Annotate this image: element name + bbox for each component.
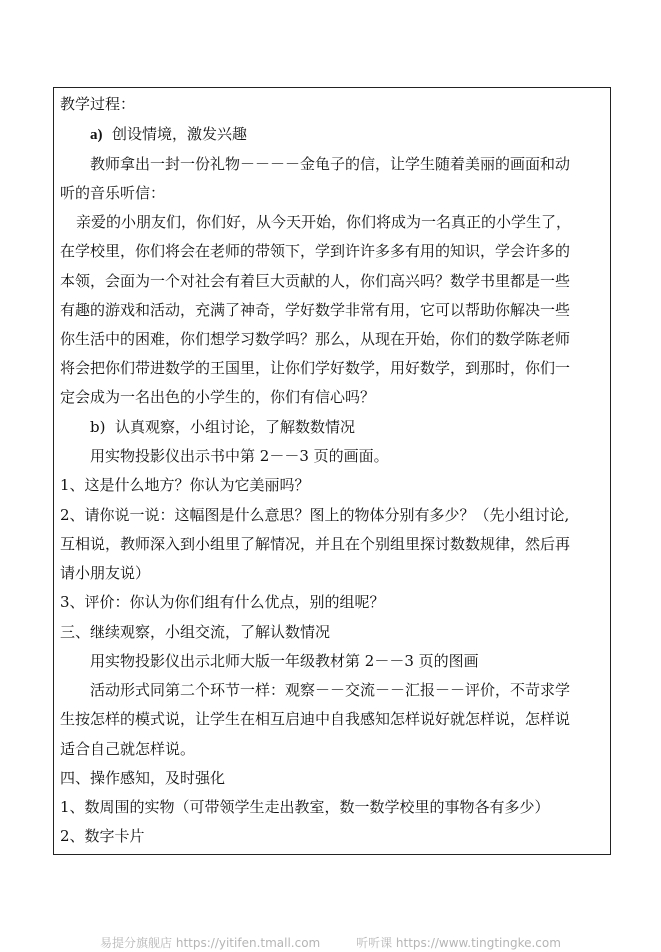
letter-line: 有趣的游戏和活动，充满了神奇，学好数学非常有用，它可以帮助你解决一些 (60, 301, 571, 319)
letter-line: 在学校里，你们将会在老师的带领下，学到许许多多有用的知识，学会许多的 (60, 242, 571, 260)
section-heading: 三、继续观察，小组交流，了解认数情况 (60, 623, 331, 641)
letter-line: 你生活中的困难，你们想学习数学吗？那么，从现在开始，你们的数学陈老师 (60, 330, 571, 348)
footer-watermark (0, 934, 661, 951)
letter-line: 亲爱的小朋友们，你们好，从今天开始，你们将成为一名真正的小学生了， (76, 213, 572, 231)
item-a (60, 124, 604, 145)
item-b-text: 认真观察，小组讨论，了解数数情况 (115, 418, 356, 436)
text-line: 生按怎样的模式说，让学生在相互启迪中自我感知怎样说好就怎样说，怎样说 (60, 710, 571, 728)
letter-line: 将会把你们带进数学的王国里，让你们学好数学，用好数学，到那时，你们一 (60, 359, 571, 377)
question-line: 3、评价：你认为你们组有什么优点，别的组呢？ (60, 593, 385, 611)
text-line: 用实物投影仪出示书中第 2－－3 页的画面。 (90, 447, 389, 465)
section-heading: 四、操作感知，及时强化 (60, 769, 226, 787)
question-line: 1、这是什么地方？你认为它美丽吗？ (60, 476, 310, 494)
text-line: 请小朋友说） (60, 564, 151, 582)
activity-line: 2、数字卡片 (60, 827, 145, 845)
text-line: 活动形式同第二个环节一样：观察－－交流－－汇报－－评价，不苛求学 (90, 681, 571, 699)
text-line: 适合自己就怎样说。 (60, 740, 196, 758)
section-title: 教学过程： (60, 95, 136, 113)
text-line: 教师拿出一封一份礼物－－－－金龟子的信，让学生随着美丽的画面和动 (90, 155, 571, 173)
activity-line: 1、数周围的实物（可带领学生走出教室，数一数学校里的事物各有多少） (60, 798, 550, 816)
item-b (60, 417, 604, 437)
text-line: 用实物投影仪出示北师大版一年级教材第 2－－3 页的图画 (90, 652, 479, 670)
letter-line: 本领，会面为一个对社会有着巨大贡献的人，你们高兴吗？数学书里都是一些 (60, 272, 571, 290)
footer-right-link[interactable]: 听听课 https://www.tingtingke.com (356, 936, 561, 950)
item-a-text: 创设情境，激发兴趣 (112, 125, 248, 143)
footer-left-link[interactable]: 易提分旗舰店 https://yitifen.tmall.com (100, 936, 321, 950)
item-a-marker: a) (90, 127, 103, 143)
text-line: 互相说，教师深入到小组里了解情况，并且在个别组里探讨数数规律，然后再 (60, 535, 571, 553)
item-b-marker: b) (90, 418, 106, 436)
question-line: 2、请你说一说：这幅图是什么意思？图上的物体分别有多少？（先小组讨论, (60, 506, 570, 524)
lesson-frame (53, 87, 611, 855)
text-line: 听的音乐听信： (60, 184, 166, 202)
letter-line: 定会成为一名出色的小学生的，你们有信心吗？ (60, 388, 376, 406)
